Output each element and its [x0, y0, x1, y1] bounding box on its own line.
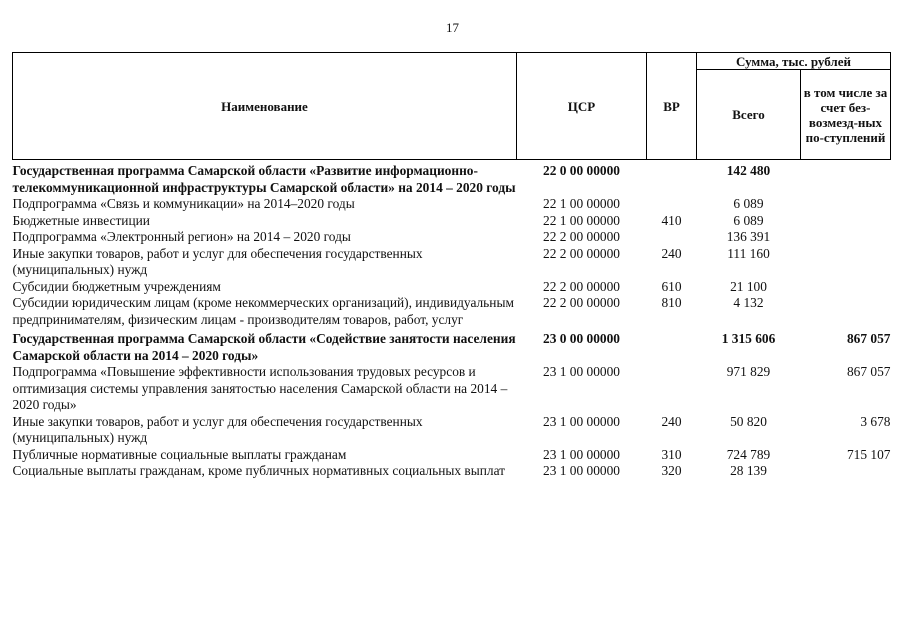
row-name: Государственная программа Самарской области «Содействие занятости населения Самарской области на 2014 – 2020 годы» [12, 331, 516, 363]
row-csr: 22 1 00 00000 [543, 212, 620, 228]
row-name: Бюджетные инвестиции [12, 212, 150, 228]
row-csr: 23 1 00 00000 [543, 364, 620, 379]
row-incl [801, 160, 891, 197]
row-vr [647, 196, 697, 213]
table-row [13, 295, 891, 328]
row-name: Субсидии юридическим лицам (кроме некоммерческих организаций), индивидуальным предпринимателям, физическим лицам - производителям товаров, работ, услуг [12, 295, 514, 327]
row-name: Подпрограмма «Электронный регион» на 2014 – 2020 годы [12, 229, 351, 244]
table-row [13, 414, 891, 447]
row-total: 28 139 [730, 463, 767, 478]
row-incl: 867 057 [846, 331, 891, 346]
row-vr [647, 364, 697, 414]
row-vr [647, 160, 697, 197]
row-incl [801, 229, 891, 246]
row-vr [647, 229, 697, 246]
row-csr: 22 2 00 00000 [543, 278, 620, 294]
row-name: Субсидии бюджетным учреждениям [12, 278, 221, 294]
row-total: 136 391 [726, 229, 771, 244]
row-incl [801, 295, 891, 328]
row-total: 971 829 [726, 364, 771, 379]
row-incl [801, 196, 891, 213]
header-sum: Сумма, тыс. рублей [697, 53, 891, 70]
row-total: 21 100 [730, 278, 767, 294]
row-csr: 23 1 00 00000 [543, 413, 620, 429]
row-total: 6 089 [733, 196, 764, 211]
table-row [13, 447, 891, 464]
row-vr: 610 [661, 278, 682, 294]
row-vr: 410 [661, 212, 682, 228]
budget-table [12, 52, 891, 480]
row-vr: 810 [661, 295, 682, 310]
row-csr: 22 2 00 00000 [543, 295, 620, 310]
row-incl [801, 279, 891, 296]
row-name: Публичные нормативные социальные выплаты гражданам [12, 446, 347, 462]
row-incl: 3 678 [860, 413, 891, 429]
row-vr: 240 [661, 413, 682, 429]
row-vr: 310 [661, 446, 682, 462]
row-vr [647, 328, 697, 364]
row-csr: 23 0 00 00000 [543, 331, 620, 346]
table-row [13, 246, 891, 279]
row-csr: 22 1 00 00000 [543, 196, 620, 211]
row-name: Иные закупки товаров, работ и услуг для обеспечения государственных (муниципальных) нужд [12, 245, 423, 277]
row-total: 50 820 [730, 413, 767, 429]
row-incl [801, 213, 891, 230]
header-vr: ВР [647, 53, 697, 160]
table-row [13, 229, 891, 246]
row-name: Подпрограмма «Повышение эффективности использования трудовых ресурсов и оптимизация системы управления занятостью населения Самарской области на 2014 – 2020 годы» [12, 364, 508, 412]
row-csr: 23 1 00 00000 [543, 446, 620, 462]
row-incl [801, 246, 891, 279]
table-row [13, 160, 891, 197]
row-vr: 320 [661, 463, 682, 478]
row-vr: 240 [661, 245, 682, 261]
row-total: 111 160 [727, 245, 770, 261]
row-total: 142 480 [726, 163, 771, 178]
table-row [13, 213, 891, 230]
header-total: Всего [697, 70, 801, 160]
header-csr: ЦСР [517, 53, 647, 160]
row-name: Иные закупки товаров, работ и услуг для обеспечения государственных (муниципальных) нужд [12, 413, 423, 445]
row-total: 1 315 606 [721, 331, 776, 346]
row-incl: 715 107 [846, 446, 891, 462]
row-csr: 22 2 00 00000 [543, 229, 620, 244]
row-total: 6 089 [733, 212, 764, 228]
table-body [13, 160, 891, 480]
row-csr: 22 2 00 00000 [543, 245, 620, 261]
row-name: Подпрограмма «Связь и коммуникации» на 2014–2020 годы [12, 196, 355, 211]
table-header [13, 53, 891, 160]
row-incl: 867 057 [846, 364, 891, 379]
table-row [13, 196, 891, 213]
row-total: 4 132 [733, 295, 764, 310]
row-name: Социальные выплаты гражданам, кроме публичных нормативных социальных выплат [12, 463, 506, 478]
page-number: 17 [446, 20, 459, 35]
table-row [13, 364, 891, 414]
row-name: Государственная программа Самарской области «Развитие информационно-телекоммуникационной инфраструктуры Самарской области» на 2014 – 2020 годы [12, 163, 516, 195]
header-incl: в том числе за счет без-возмезд-ных по-ступлений [801, 70, 891, 160]
row-total: 724 789 [726, 446, 771, 462]
table-row [13, 328, 891, 364]
row-incl [801, 463, 891, 480]
row-csr: 22 0 00 00000 [543, 163, 620, 178]
row-csr: 23 1 00 00000 [543, 463, 620, 478]
table-row [13, 463, 891, 480]
header-name: Наименование [13, 53, 517, 160]
table-row [13, 279, 891, 296]
